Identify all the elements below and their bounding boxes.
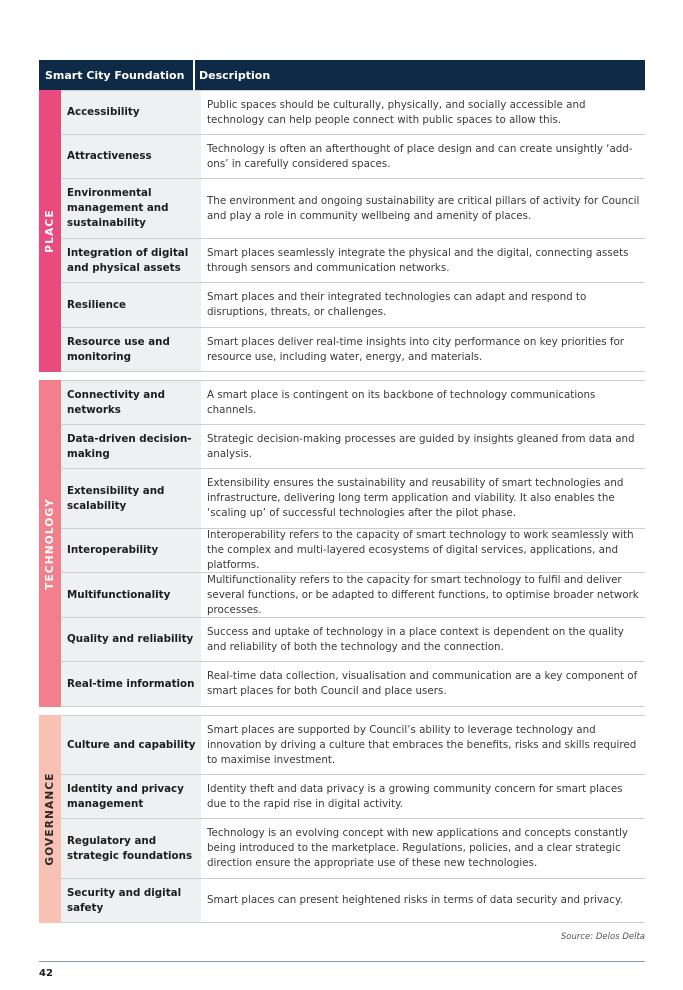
table-row — [61, 819, 645, 879]
foundation-name: Quality and reliability — [61, 618, 203, 661]
table-row — [61, 879, 645, 923]
smart-city-table — [39, 60, 645, 923]
foundation-name: Resilience — [61, 283, 203, 327]
foundation-description: Technology is an evolving concept with new applications and concepts constantly being introduced to the marketplace. Regulations, policies, and a clear strategic direction ensure the appropriate use of these new technologies. — [207, 827, 628, 869]
group-technology — [39, 380, 645, 707]
table-row — [61, 618, 645, 662]
foundation-description: Strategic decision-making processes are guided by insights gleaned from data and analysis. — [207, 432, 635, 460]
table-row — [61, 715, 645, 775]
foundation-name: Real-time information — [61, 662, 203, 706]
foundation-description: Interoperability refers to the capacity of smart technology to work seamlessly with the complex and multi-layered ecosystems of digital services, applications, and platforms. — [207, 529, 634, 571]
table-row — [61, 328, 645, 372]
foundation-description: The environment and ongoing sustainability are critical pillars of activity for Council and play a role in community wellbeing and amenity of places. — [207, 194, 640, 222]
foundation-name: Accessibility — [61, 91, 203, 134]
table-row — [61, 662, 645, 707]
band-label-place: PLACE — [44, 209, 56, 253]
foundation-name: Multifunctionality — [61, 573, 203, 617]
foundation-name: Data-driven decision-making — [61, 425, 203, 468]
table-row — [61, 775, 645, 819]
table-row — [61, 529, 645, 573]
band-label-governance: GOVERNANCE — [44, 772, 56, 866]
group-place — [39, 90, 645, 372]
foundation-name: Interoperability — [61, 529, 203, 572]
table-row — [61, 469, 645, 529]
band-place — [39, 90, 61, 372]
foundation-description: Multifunctionality refers to the capacity for smart technology to fulfil and deliver several functions, or be adapted to different functions, to optimise broader network processes. — [207, 573, 639, 616]
foundation-description: Smart places and their integrated technologies can adapt and respond to disruptions, threats, or challenges. — [207, 291, 587, 318]
foundation-name: Security and digital safety — [61, 879, 203, 922]
foundation-description: Smart places deliver real-time insights into city performance on key priorities for resource use, including water, energy, and materials. — [207, 335, 624, 363]
foundation-name: Resource use and monitoring — [61, 328, 203, 371]
foundation-description: Smart places seamlessly integrate the physical and the digital, connecting assets through sensors and communication networks. — [207, 246, 629, 274]
foundation-description: Technology is often an afterthought of place design and can create unsightly ‘add-ons’ in carefully considered spaces. — [207, 142, 633, 170]
footer-divider — [39, 961, 645, 962]
page-number: 42 — [39, 968, 53, 979]
foundation-name: Identity and privacy management — [61, 775, 203, 818]
foundation-name: Culture and capability — [61, 716, 203, 774]
foundation-description: Smart places can present heightened risks in terms of data security and privacy. — [207, 894, 623, 906]
table-row — [61, 239, 645, 283]
foundation-description: Public spaces should be culturally, physically, and socially accessible and technology can help people connect with public spaces to allow this. — [207, 98, 586, 126]
foundation-name: Connectivity and networks — [61, 381, 203, 424]
foundation-name: Regulatory and strategic foundations — [61, 819, 203, 878]
table-row — [61, 283, 645, 328]
foundation-name: Environmental management and sustainability — [61, 179, 203, 238]
table-row — [61, 573, 645, 618]
foundation-description: Smart places are supported by Council’s ability to leverage technology and innovation by driving a culture that embraces the benefits, risks and skills required to maximise investment. — [207, 723, 637, 766]
foundation-description: Identity theft and data privacy is a growing community concern for smart places due to the rapid rise in digital activity. — [207, 782, 623, 810]
header-description: Description — [199, 68, 271, 82]
table-row — [61, 179, 645, 239]
table-row — [61, 90, 645, 135]
foundation-name: Attractiveness — [61, 135, 203, 178]
header-foundation: Smart City Foundation — [39, 60, 195, 90]
foundation-description: Real-time data collection, visualisation and communication are a key component of smart places for both Council and place users. — [207, 670, 638, 697]
table-row — [61, 425, 645, 469]
foundation-name: Integration of digital and physical assets — [61, 239, 203, 282]
foundation-description: Success and uptake of technology in a place context is dependent on the quality and reliability of both the technology and the connection. — [207, 625, 624, 653]
band-label-technology: TECHNOLOGY — [44, 497, 56, 590]
source-note: Source: Delos Delta — [560, 932, 645, 942]
table-header — [39, 60, 645, 90]
foundation-description: A smart place is contingent on its backbone of technology communications channels. — [207, 388, 596, 416]
group-governance — [39, 715, 645, 923]
table-row — [61, 135, 645, 179]
band-technology — [39, 380, 61, 707]
table-row — [61, 380, 645, 425]
foundation-description: Extensibility ensures the sustainability and reusability of smart technologies and infrastructure, delivering long term application and viability. It also enables the ‘scaling up’ of successful technologies after the pilot phase. — [207, 477, 624, 519]
band-governance — [39, 715, 61, 923]
foundation-name: Extensibility and scalability — [61, 469, 203, 528]
